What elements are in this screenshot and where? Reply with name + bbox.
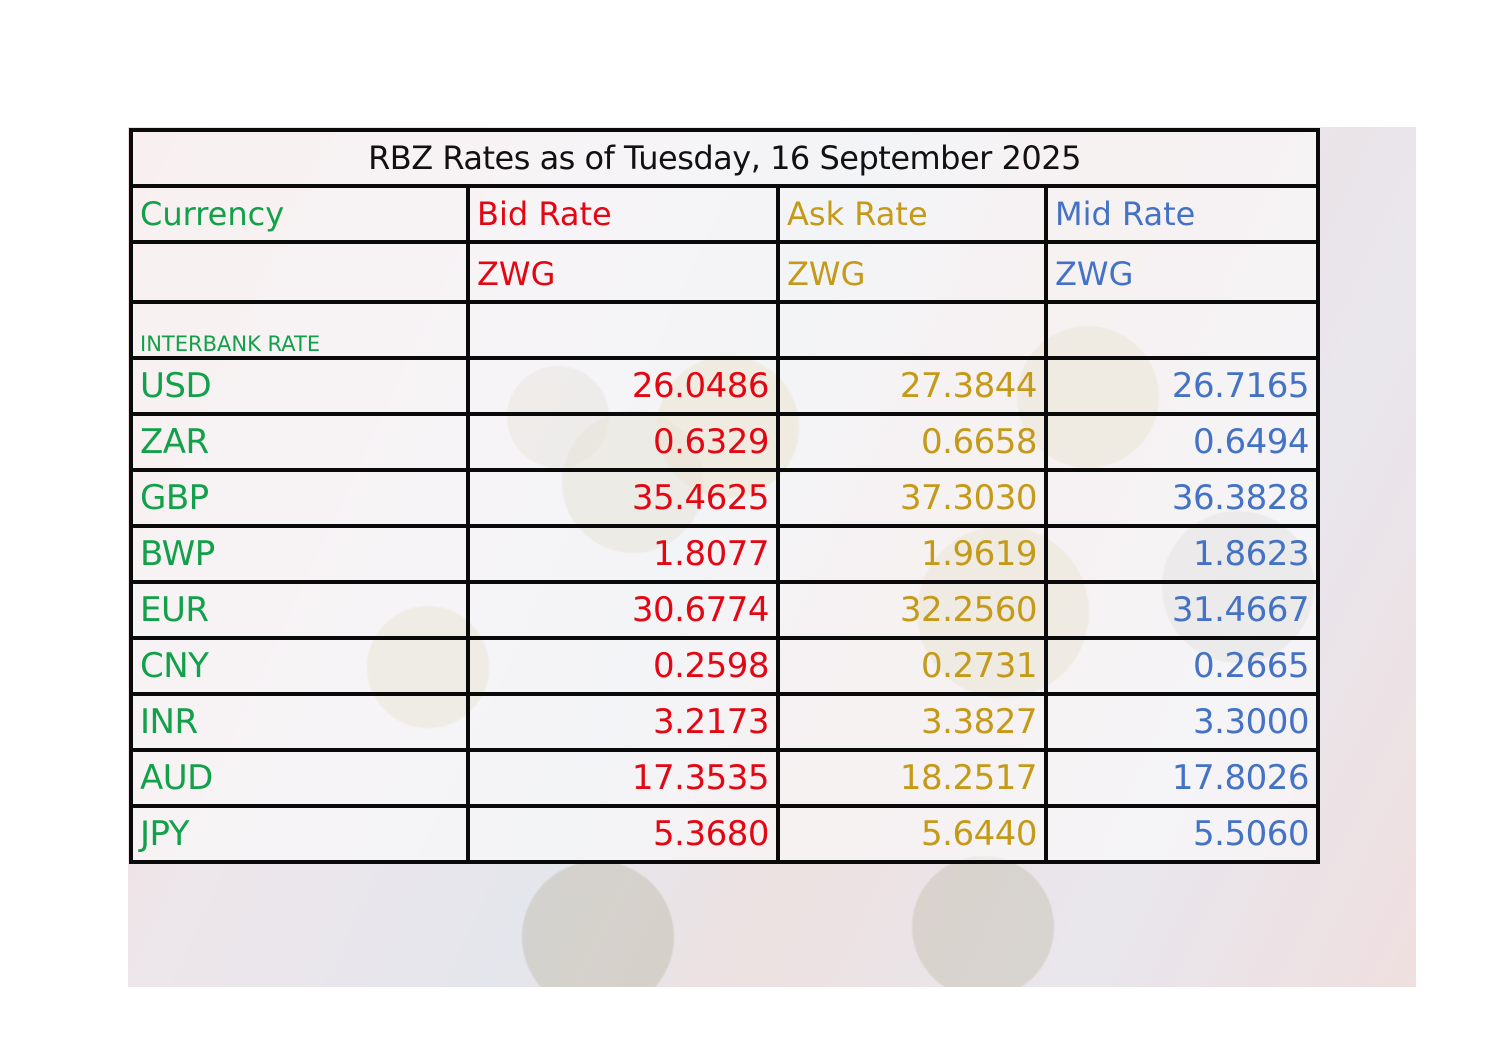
bid-rate-value: 3.2173: [468, 694, 778, 750]
mid-rate-value: 5.5060: [1046, 806, 1318, 862]
rate-rows: [131, 358, 1318, 862]
currency-code: USD: [131, 358, 468, 414]
bid-rate-value: 17.3535: [468, 750, 778, 806]
currency-header: Currency: [131, 186, 468, 242]
header-row: [131, 186, 1318, 242]
section-empty-bid: [468, 302, 778, 358]
ask-rate-value: 18.2517: [778, 750, 1046, 806]
currency-code: ZAR: [131, 414, 468, 470]
table-row: [131, 526, 1318, 582]
ask-rate-value: 27.3844: [778, 358, 1046, 414]
mid-rate-header: Mid Rate: [1046, 186, 1318, 242]
interbank-rate-label: INTERBANK RATE: [131, 302, 468, 358]
bid-rate-value: 0.2598: [468, 638, 778, 694]
mid-unit: ZWG: [1046, 242, 1318, 302]
currency-code: EUR: [131, 582, 468, 638]
section-empty-ask: [778, 302, 1046, 358]
ask-rate-value: 3.3827: [778, 694, 1046, 750]
mid-rate-value: 17.8026: [1046, 750, 1318, 806]
currency-code: INR: [131, 694, 468, 750]
bid-unit: ZWG: [468, 242, 778, 302]
table-row: [131, 582, 1318, 638]
currency-code: JPY: [131, 806, 468, 862]
currency-code: BWP: [131, 526, 468, 582]
bid-rate-value: 5.3680: [468, 806, 778, 862]
table-row: [131, 750, 1318, 806]
mid-rate-value: 0.2665: [1046, 638, 1318, 694]
ask-rate-value: 37.3030: [778, 470, 1046, 526]
mid-rate-value: 31.4667: [1046, 582, 1318, 638]
bid-rate-value: 35.4625: [468, 470, 778, 526]
mid-rate-value: 36.3828: [1046, 470, 1318, 526]
table-row: [131, 470, 1318, 526]
mid-rate-value: 0.6494: [1046, 414, 1318, 470]
ask-rate-value: 32.2560: [778, 582, 1046, 638]
mid-rate-value: 1.8623: [1046, 526, 1318, 582]
rbz-rates-table: [129, 128, 1320, 864]
unit-empty-cell: [131, 242, 468, 302]
table-row: [131, 806, 1318, 862]
mid-rate-value: 3.3000: [1046, 694, 1318, 750]
ask-rate-value: 0.2731: [778, 638, 1046, 694]
ask-rate-value: 1.9619: [778, 526, 1046, 582]
table-row: [131, 694, 1318, 750]
bid-rate-header: Bid Rate: [468, 186, 778, 242]
ask-rate-value: 5.6440: [778, 806, 1046, 862]
ask-rate-header: Ask Rate: [778, 186, 1046, 242]
table-title: RBZ Rates as of Tuesday, 16 September 2025: [131, 130, 1318, 186]
currency-code: AUD: [131, 750, 468, 806]
section-row: [131, 302, 1318, 358]
currency-code: GBP: [131, 470, 468, 526]
currency-code: CNY: [131, 638, 468, 694]
ask-unit: ZWG: [778, 242, 1046, 302]
table-row: [131, 638, 1318, 694]
bid-rate-value: 0.6329: [468, 414, 778, 470]
bid-rate-value: 30.6774: [468, 582, 778, 638]
mid-rate-value: 26.7165: [1046, 358, 1318, 414]
table-row: [131, 358, 1318, 414]
bid-rate-value: 1.8077: [468, 526, 778, 582]
unit-row: [131, 242, 1318, 302]
table-row: [131, 414, 1318, 470]
section-empty-mid: [1046, 302, 1318, 358]
bid-rate-value: 26.0486: [468, 358, 778, 414]
ask-rate-value: 0.6658: [778, 414, 1046, 470]
